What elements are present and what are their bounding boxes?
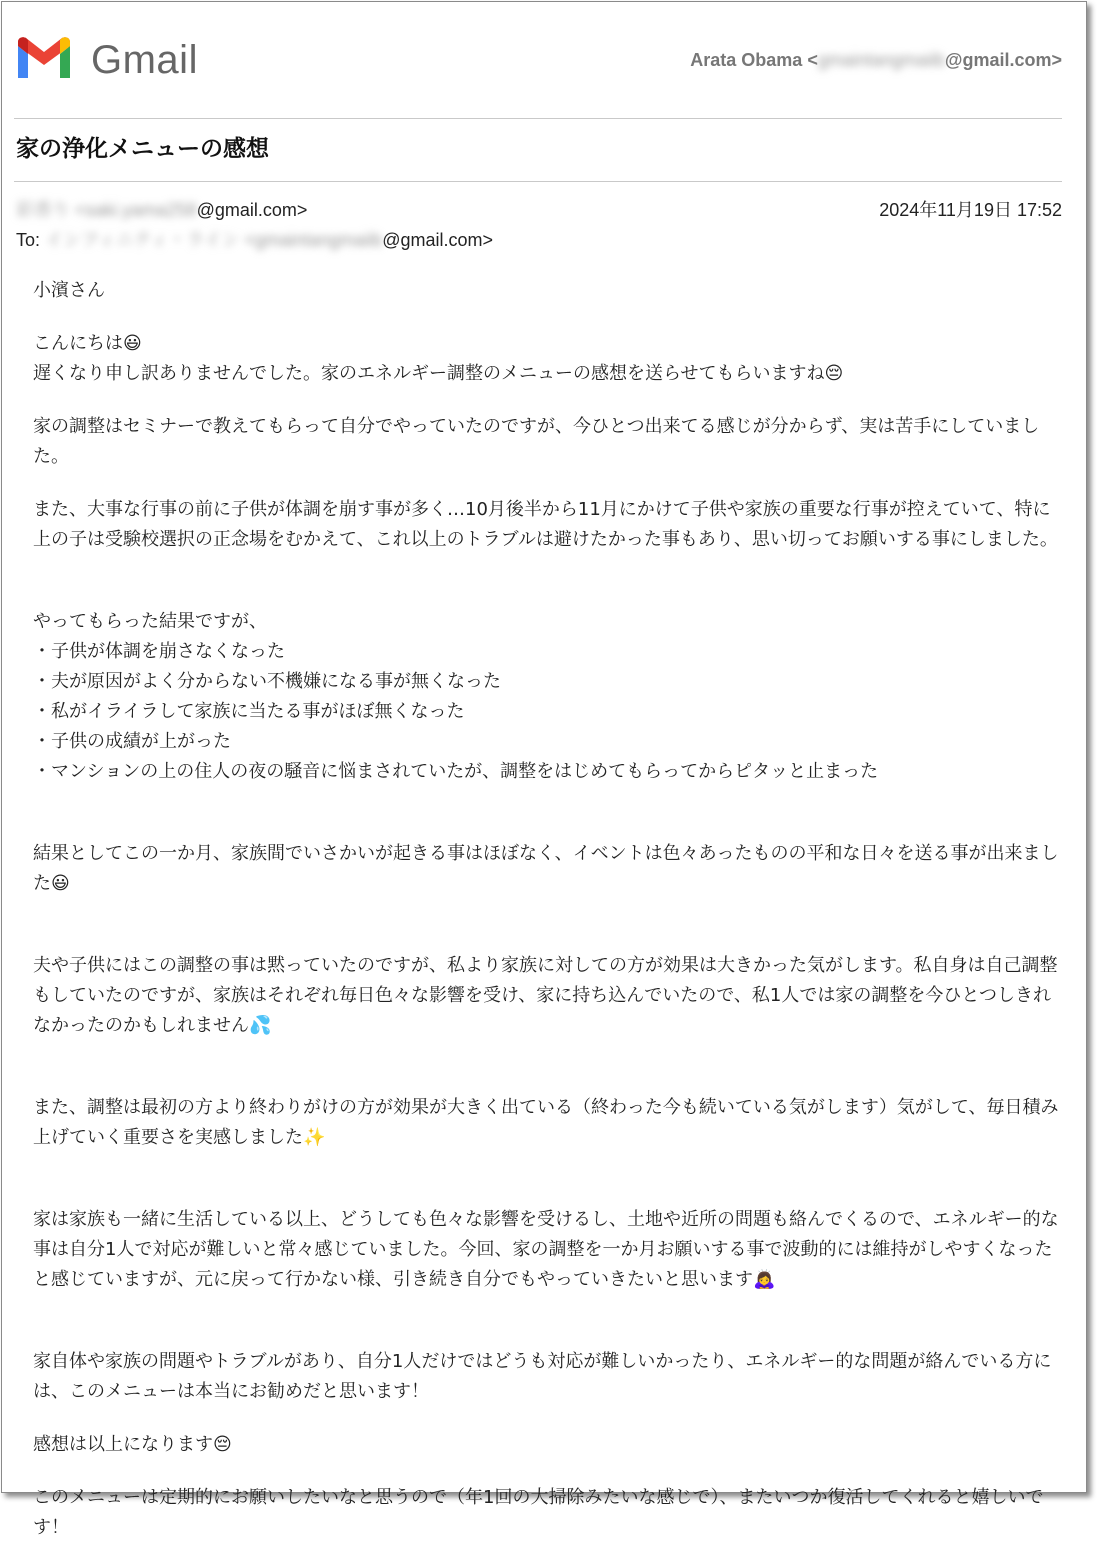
- list-item: ・私がイライラして家族に当たる事がほぼ無くなった: [33, 701, 465, 722]
- divider: [14, 181, 1062, 182]
- gmail-logo-text: Gmail: [91, 38, 198, 82]
- email-subject: 家の浄化メニューの感想: [16, 136, 269, 162]
- account-email-redacted: gmaintangmaiib: [817, 50, 945, 70]
- email-print-page: [1, 1, 1087, 1538]
- sender-line: [16, 196, 1062, 222]
- recipient-line: [16, 226, 1062, 252]
- recipient-email-domain: @gmail.com>: [382, 230, 494, 250]
- paragraph: また、大事な行事の前に子供が体調を崩す事が多く…10月後半から11月にかけて子供や家族の重要な行事が控えていて、特に上の子は受験校選択の正念場をむかえて、これ以上のトラブルは避けたかった事もあり、思い切ってお願いする事にしました。: [33, 499, 1058, 550]
- paragraph: 家は家族も一緒に生活している以上、どうしても色々な影響を受けるし、土地や近所の問題も絡んでくるので、エネルギー的な事は自分1人で対応が難しいと常々感じていました。今回、家の調整を一か月お願いする事で波動的には維持がしやすくなったと感じていますが、元に戻って行かない様、引き続き自分でもやっていきたいと思います🙇‍♀️: [33, 1209, 1059, 1290]
- gmail-logo-icon[interactable]: [14, 36, 74, 82]
- paragraph: 夫や子供にはこの調整の事は黙っていたのですが、私より家族に対しての方が効果は大きかった気がします。私自身は自己調整もしていたのですが、家族はそれぞれ毎日色々な影響を受け、家に持ち込んでいたので、私1人では家の調整を今ひとつしきれなかったのかもしれません💦: [33, 955, 1058, 1036]
- paragraph: このメニューは定期的にお願いしたいなと思うので（年1回の大掃除みたいな感じで）、またいつか復活してくれると嬉しいです！: [33, 1487, 1044, 1538]
- recipient-name-redacted: インフィニティ・ライン: [45, 230, 240, 250]
- account-email-domain: @gmail.com>: [944, 50, 1062, 70]
- email-body: [33, 276, 1065, 1566]
- account-info: [690, 50, 1062, 71]
- paragraph: 家の調整はセミナーで教えてもらって自分でやっていたのですが、今ひとつ出来てる感じが分からず、実は苦手にしていました。: [33, 416, 1040, 467]
- list-item: ・マンションの上の住人の夜の騒音に悩まされていたが、調整をはじめてもらってからピタッと止まった: [33, 761, 879, 782]
- recipient-email-redacted: <gmaintangmaiib: [244, 230, 383, 250]
- paragraph: 感想は以上になります😔: [33, 1434, 232, 1455]
- greeting: 小濱さん: [33, 280, 105, 301]
- results-list: [33, 637, 1065, 787]
- results-intro: やってもらった結果ですが、: [33, 611, 267, 632]
- intro-line-2: 遅くなり申し訳ありませんでした。家のエネルギー調整のメニューの感想を送らせてもらいますね😔: [33, 363, 844, 384]
- list-item: ・子供の成績が上がった: [33, 731, 231, 752]
- divider: [14, 118, 1062, 119]
- paragraph: 家自体や家族の問題やトラブルがあり、自分1人だけではどうも対応が難しいかったり、エネルギー的な問題が絡んでいる方には、このメニューは本当にお勧めだと思います！: [33, 1351, 1052, 1402]
- account-name: Arata Obama: [690, 50, 803, 70]
- gmail-header: [14, 36, 1062, 88]
- list-item: ・夫が原因がよく分からない不機嫌になる事が無くなった: [33, 671, 501, 692]
- sender-email-domain: @gmail.com>: [196, 200, 308, 220]
- sender-name-redacted: 彩香り: [16, 200, 70, 220]
- sender-email-redacted: <saki.yama258: [75, 200, 197, 220]
- intro-line-1: こんにちは😃: [33, 333, 142, 354]
- account-email-open: <: [807, 50, 818, 70]
- to-label: To:: [16, 230, 41, 250]
- paragraph: 結果としてこの一か月、家族間でいさかいが起きる事はほぼなく、イベントは色々あったものの平和な日々を送る事が出来ました😃: [33, 843, 1059, 894]
- email-date: 2024年11月19日 17:52: [879, 200, 1062, 220]
- list-item: ・子供が体調を崩さなくなった: [33, 641, 285, 662]
- paragraph: また、調整は最初の方より終わりがけの方が効果が大きく出ている（終わった今も続いている気がします）気がして、毎日積み上げていく重要さを実感しました✨: [33, 1097, 1059, 1148]
- paragraph-intro: [33, 329, 1065, 389]
